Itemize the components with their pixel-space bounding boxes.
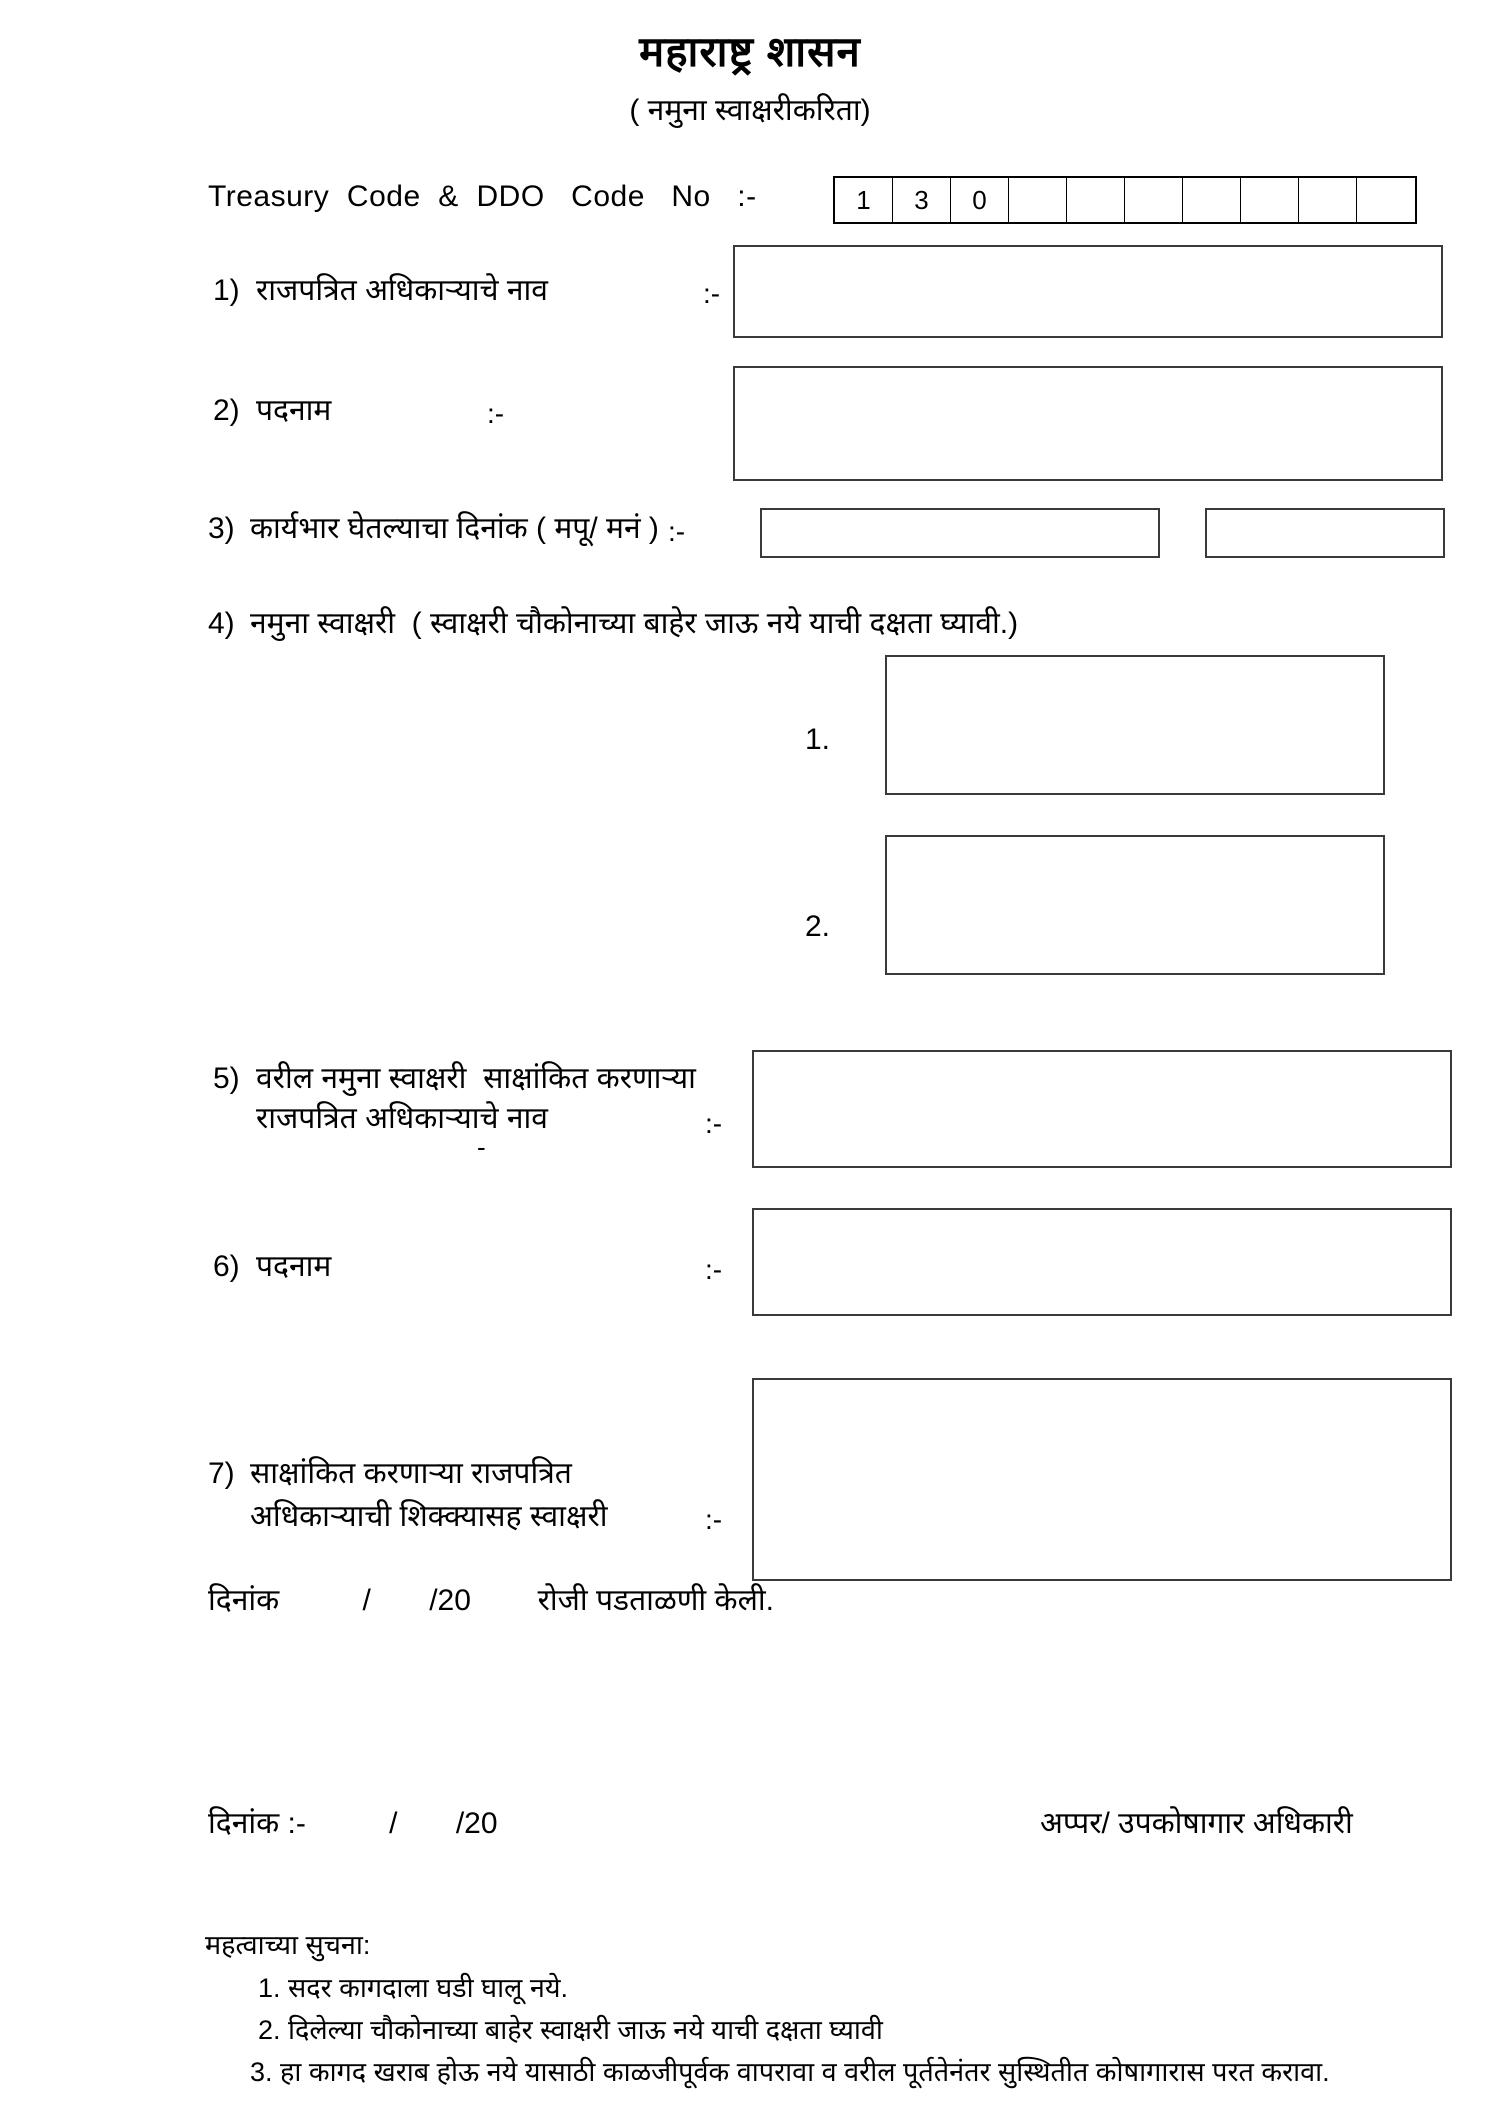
treasury-code-cell-9[interactable] bbox=[1299, 178, 1357, 222]
treasury-code-cell-3[interactable]: 0 bbox=[951, 178, 1009, 222]
field-3-colon: :- bbox=[668, 516, 686, 547]
issuing-authority-label: अप्पर/ उपकोषागार अधिकारी bbox=[1040, 1807, 1353, 1840]
field-7-input[interactable] bbox=[752, 1378, 1452, 1581]
field-7-number: 7) bbox=[208, 1457, 235, 1490]
field-5-number: 5) bbox=[213, 1062, 240, 1095]
bottom-date-label: दिनांक :- / /20 bbox=[208, 1807, 498, 1840]
field-4-label: नमुना स्वाक्षरी ( स्वाक्षरी चौकोनाच्या बाहेर जाऊ नये याची दक्षता घ्यावी.) bbox=[250, 607, 1019, 640]
field-1-label: राजपत्रित अधिकाऱ्याचे नाव bbox=[256, 274, 548, 307]
treasury-code-label: Treasury Code & DDO Code No :- bbox=[208, 180, 757, 213]
note-item-2: 2. दिलेल्या चौकोनाच्या बाहेर स्वाक्षरी जाऊ नये याची दक्षता घ्यावी bbox=[258, 2015, 883, 2045]
field-3-label: कार्यभार घेतल्याचा दिनांक ( मपू/ मनं ) bbox=[250, 512, 659, 545]
field-2-input[interactable] bbox=[733, 366, 1443, 481]
field-7-label-line1: साक्षांकित करणाऱ्या राजपत्रित bbox=[250, 1457, 572, 1490]
field-2-label: पदनाम bbox=[256, 394, 332, 427]
treasury-code-cell-10[interactable] bbox=[1357, 178, 1415, 222]
page-subtitle: ( नमुना स्वाक्षरीकरिता) bbox=[629, 94, 871, 127]
field-5-label-line2: राजपत्रित अधिकाऱ्याचे नाव bbox=[256, 1102, 548, 1135]
field-5-dash-mark: - bbox=[477, 1132, 486, 1162]
field-6-colon: :- bbox=[705, 1254, 723, 1285]
treasury-code-cell-2[interactable]: 3 bbox=[893, 178, 951, 222]
field-7-colon: :- bbox=[705, 1504, 723, 1535]
field-3-input-a[interactable] bbox=[760, 508, 1160, 558]
verification-line: दिनांक / /20 रोजी पडताळणी केली. bbox=[208, 1584, 775, 1617]
treasury-code-cell-8[interactable] bbox=[1241, 178, 1299, 222]
signature-marker-1: 1. bbox=[805, 723, 831, 756]
field-5-label-line1: वरील नमुना स्वाक्षरी साक्षांकित करणाऱ्या bbox=[256, 1062, 696, 1095]
field-6-input[interactable] bbox=[752, 1208, 1452, 1316]
field-1-number: 1) bbox=[213, 274, 240, 307]
treasury-code-cell-4[interactable] bbox=[1009, 178, 1067, 222]
notes-title: महत्वाच्या सुचना: bbox=[205, 1930, 371, 1960]
note-item-1: 1. सदर कागदाला घडी घालू नये. bbox=[258, 1973, 569, 2003]
field-5-input[interactable] bbox=[752, 1050, 1452, 1168]
signature-box-2[interactable] bbox=[885, 835, 1385, 975]
field-3-number: 3) bbox=[208, 512, 235, 545]
field-2-number: 2) bbox=[213, 394, 240, 427]
field-4-number: 4) bbox=[208, 607, 235, 640]
field-6-label: पदनाम bbox=[256, 1250, 332, 1283]
treasury-code-grid[interactable] bbox=[833, 176, 1417, 224]
treasury-code-cell-1[interactable]: 1 bbox=[835, 178, 893, 222]
field-1-input[interactable] bbox=[733, 245, 1443, 338]
treasury-code-cell-5[interactable] bbox=[1067, 178, 1125, 222]
signature-marker-2: 2. bbox=[805, 910, 831, 943]
field-1-colon: :- bbox=[703, 278, 721, 309]
field-5-colon: :- bbox=[705, 1108, 723, 1139]
note-item-3: 3. हा कागद खराब होऊ नये यासाठी काळजीपूर्वक वापरावा व वरील पूर्ततेनंतर सुस्थितीत कोषागारास परत करावा. bbox=[250, 2057, 1330, 2087]
signature-box-1[interactable] bbox=[885, 655, 1385, 795]
treasury-code-cell-6[interactable] bbox=[1125, 178, 1183, 222]
page-title: महाराष्ट्र शासन bbox=[639, 28, 861, 75]
field-6-number: 6) bbox=[213, 1250, 240, 1283]
field-3-input-b[interactable] bbox=[1205, 508, 1445, 558]
field-2-colon: :- bbox=[487, 398, 505, 429]
field-7-label-line2: अधिकाऱ्याची शिक्क्यासह स्वाक्षरी bbox=[250, 1500, 608, 1533]
treasury-code-cell-7[interactable] bbox=[1183, 178, 1241, 222]
